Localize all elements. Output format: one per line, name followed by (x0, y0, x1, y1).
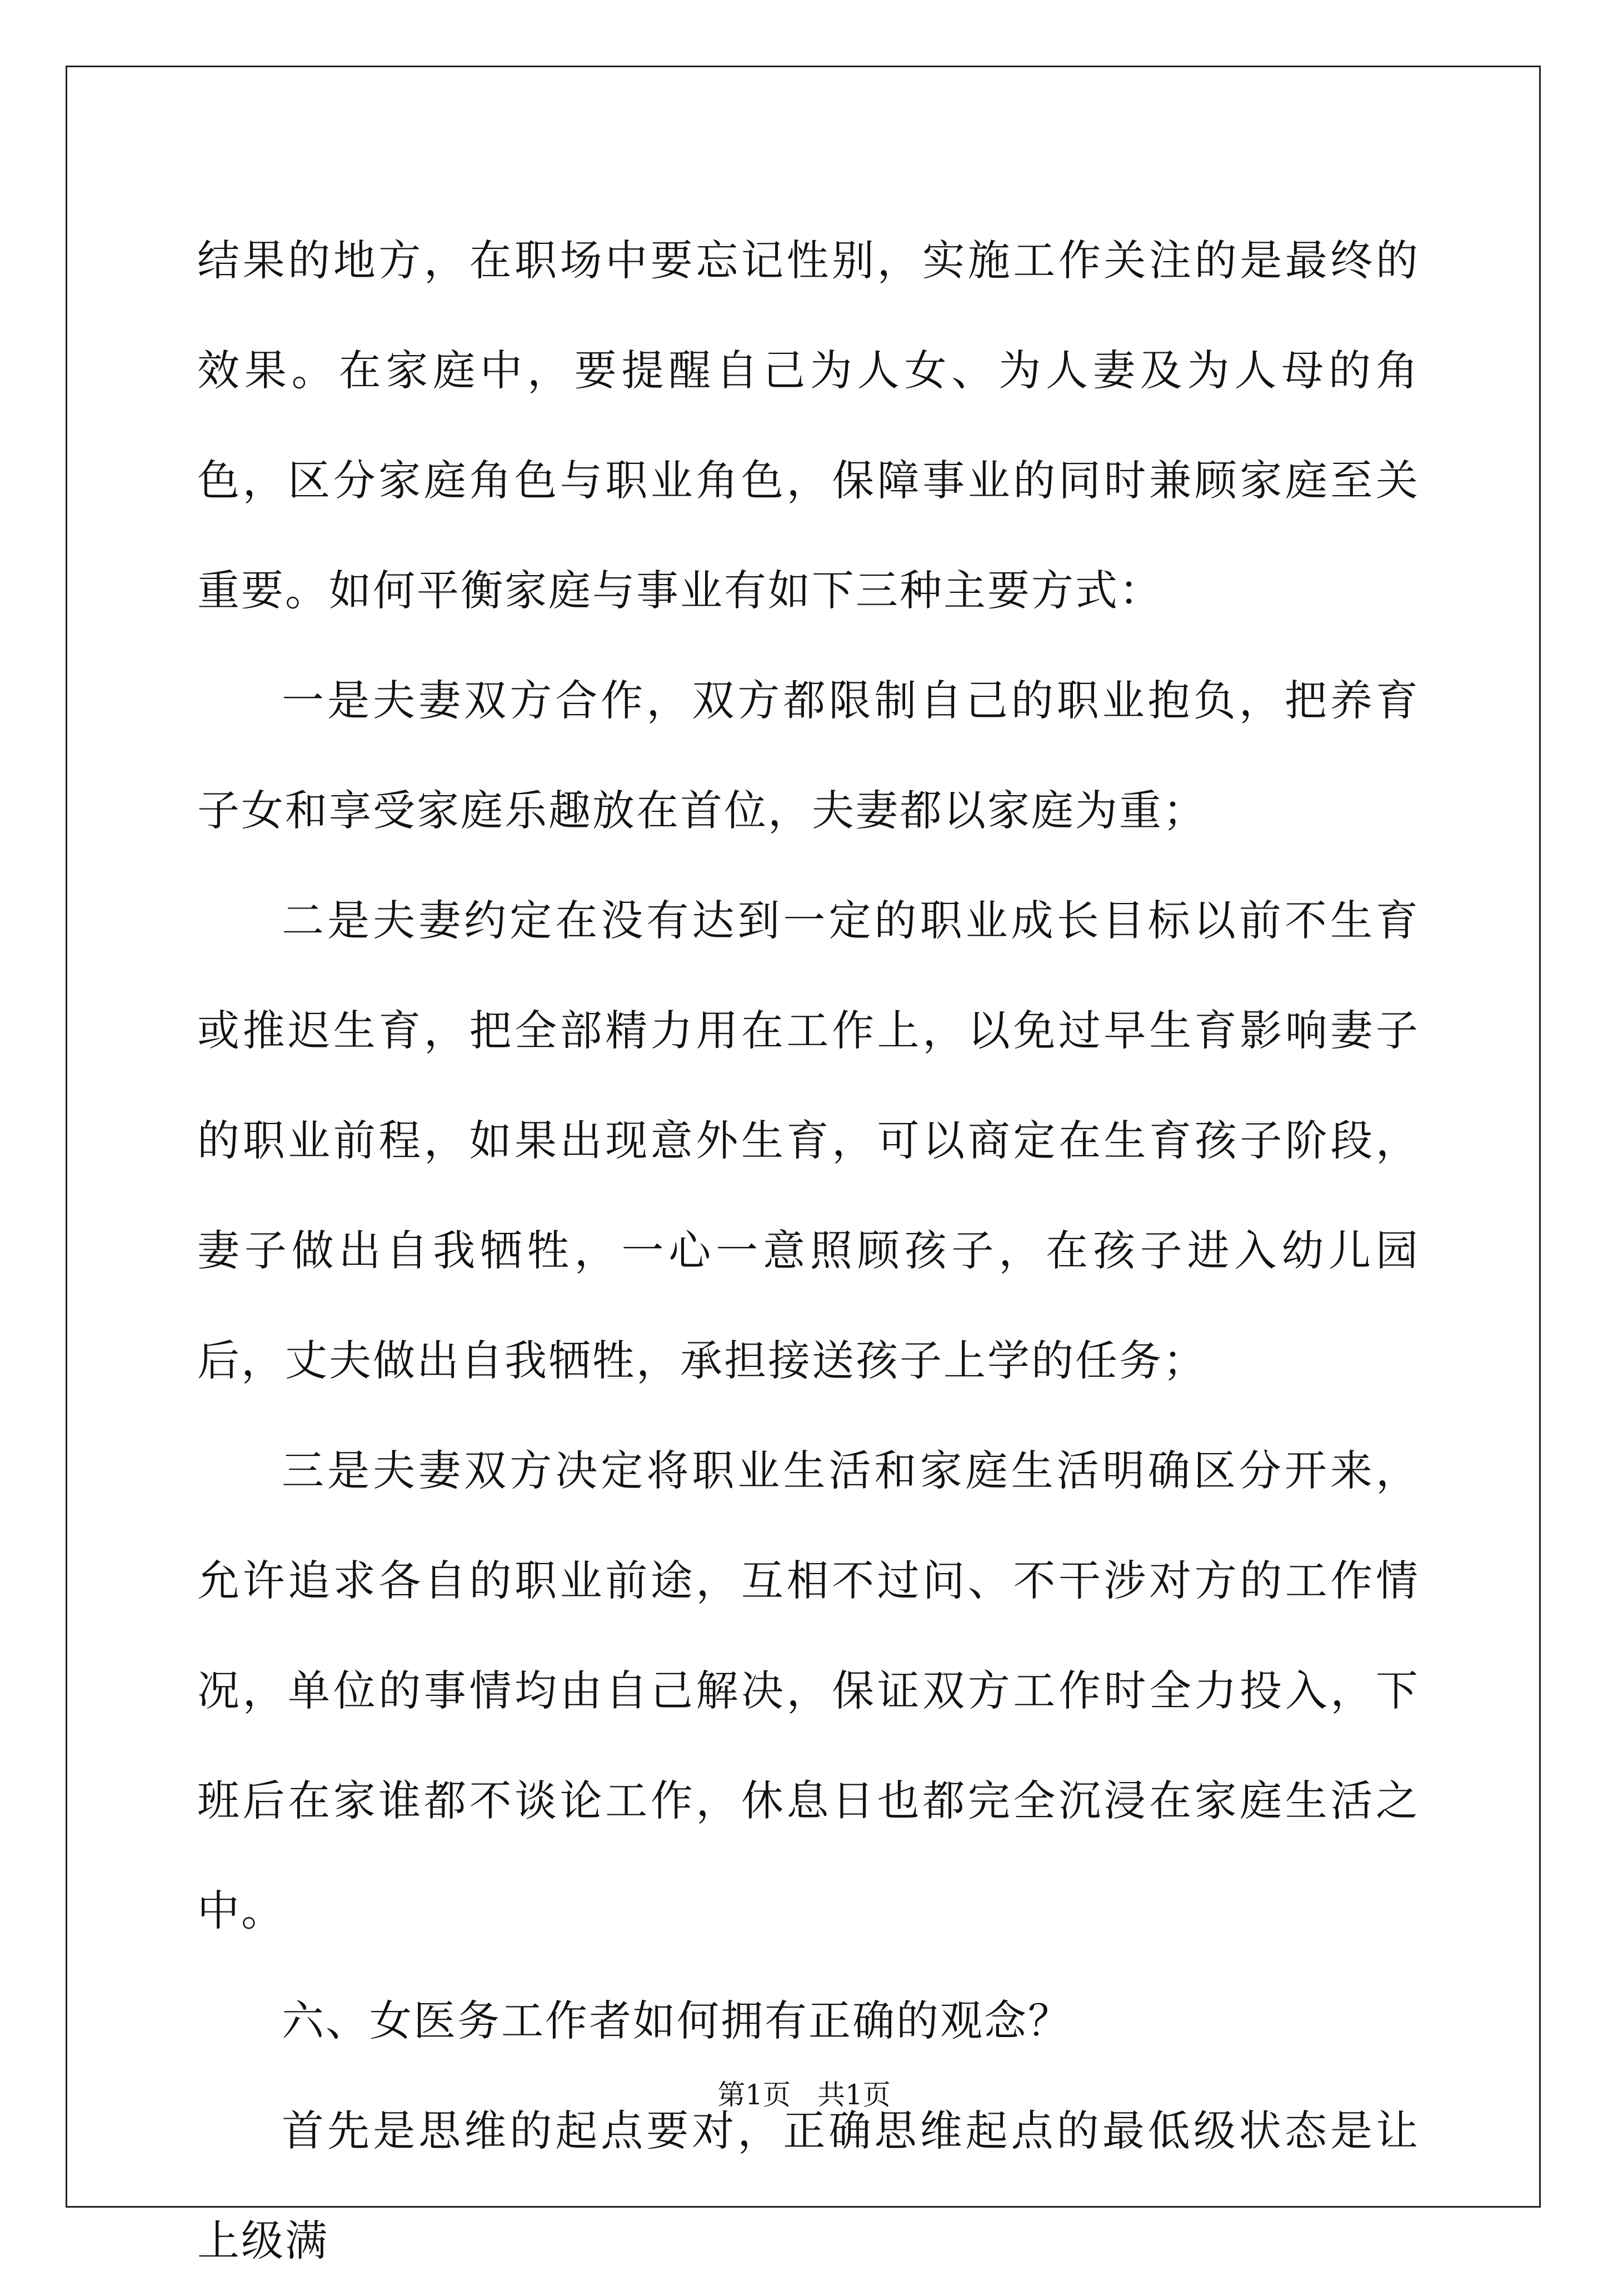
page-number-current: 第1页 (717, 2079, 791, 2111)
document-body (197, 206, 1420, 2296)
paragraph-4: 三是夫妻双方决定将职业生活和家庭生活明确区分开来，允许追求各自的职业前途，互相不过问、不干涉对方的工作情况，单位的事情均由自己解决，保证双方工作时全力投入，下班后在家谁都不谈论工作，休息日也都完全沉浸在家庭生活之中。 (197, 1446, 1420, 1935)
paragraph-2: 一是夫妻双方合作，双方都限制自己的职业抱负，把养育子女和享受家庭乐趣放在首位，夫妻都以家庭为重； (197, 676, 1420, 835)
page-number-total: 共1页 (817, 2079, 891, 2111)
page-footer (0, 2078, 1608, 2112)
paragraph-1: 结果的地方，在职场中要忘记性别，实施工作关注的是最终的效果。在家庭中，要提醒自己为人女、为人妻及为人母的角色，区分家庭角色与职业角色，保障事业的同时兼顾家庭至关重要。如何平衡家庭与事业有如下三种主要方式： (197, 236, 1420, 615)
section-heading: 六、女医务工作者如何拥有正确的观念？ (282, 1996, 1072, 2045)
paragraph-5: 首先是思维的起点要对，正确思维起点的最低级状态是让上级满 (197, 2106, 1420, 2265)
paragraph-3: 二是夫妻约定在没有达到一定的职业成长目标以前不生育或推迟生育，把全部精力用在工作上，以免过早生育影响妻子的职业前程，如果出现意外生育，可以商定在生育孩子阶段，妻子做出自我牺牲，一心一意照顾孩子，在孩子进入幼儿园后，丈夫做出自我牺牲，承担接送孩子上学的任务； (197, 896, 1420, 1385)
